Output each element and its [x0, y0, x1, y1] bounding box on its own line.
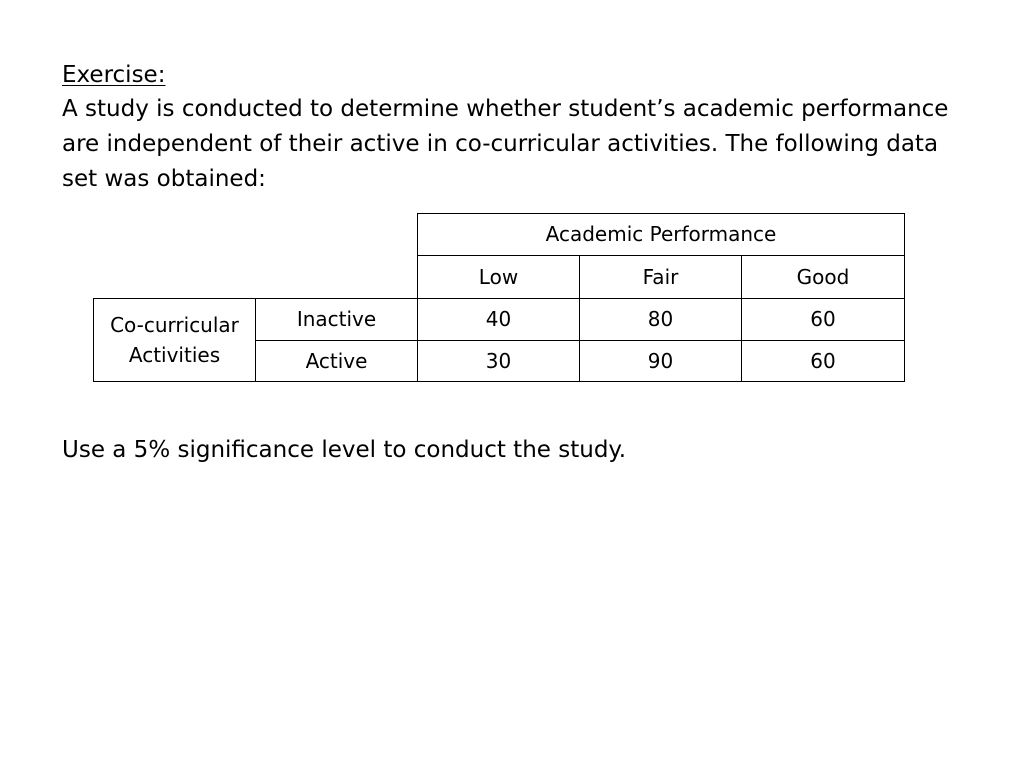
row-group-header-line: Co-curricular [110, 313, 239, 337]
problem-statement [62, 92, 948, 197]
table-header-row [94, 256, 905, 299]
blank-cell [256, 214, 418, 256]
column-header-fair: Fair [580, 256, 742, 299]
table-cell: 60 [742, 299, 905, 341]
table-cell: 30 [418, 341, 580, 382]
table-cell: 40 [418, 299, 580, 341]
blank-cell [94, 214, 256, 256]
table-header-row [94, 214, 905, 256]
problem-statement-line: are independent of their active in co-curricular activities. The following data [62, 131, 939, 157]
table-cell: 60 [742, 341, 905, 382]
table-row [94, 299, 905, 341]
row-group-header [94, 299, 256, 382]
blank-cell [256, 256, 418, 299]
blank-cell [94, 256, 256, 299]
exercise-heading: Exercise: [62, 62, 166, 88]
column-group-header: Academic Performance [418, 214, 905, 256]
problem-statement-line: A study is conducted to determine whether student’s academic performance [62, 96, 949, 122]
problem-statement-line: set was obtained: [62, 166, 266, 192]
column-header-good: Good [742, 256, 905, 299]
contingency-table [93, 213, 905, 382]
table-cell: 90 [580, 341, 742, 382]
row-label-active: Active [256, 341, 418, 382]
column-header-low: Low [418, 256, 580, 299]
table-cell: 80 [580, 299, 742, 341]
instruction-text: Use a 5% significance level to conduct the study. [62, 437, 627, 463]
row-group-header-line: Activities [128, 343, 221, 367]
row-label-inactive: Inactive [256, 299, 418, 341]
